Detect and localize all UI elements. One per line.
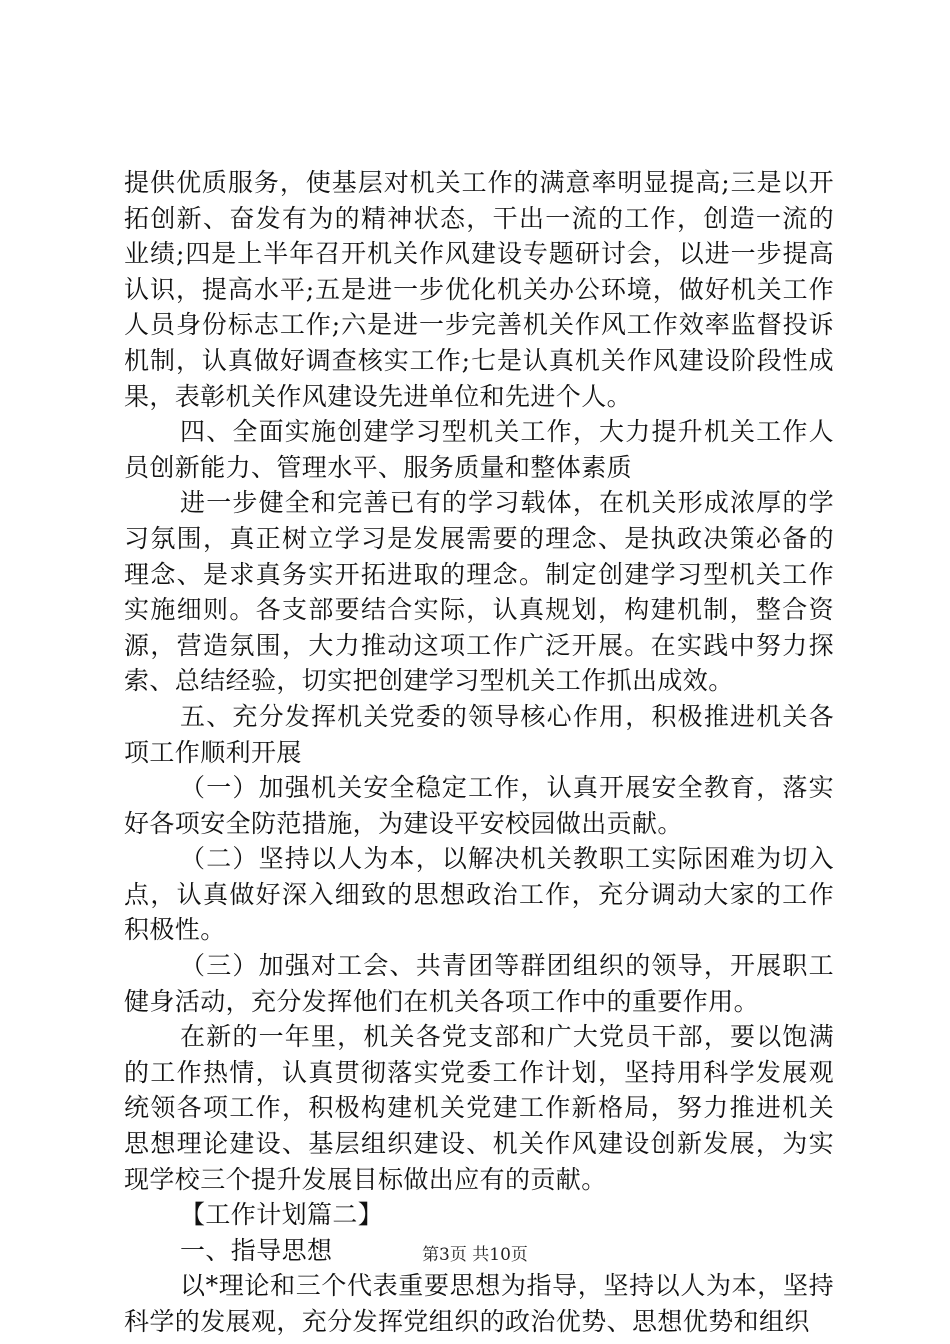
section-heading-five: 五、充分发挥机关党委的领导核心作用，积极推进机关各项工作顺利开展 [124, 701, 834, 767]
section-title-plan-two: 【工作计划篇二】 [180, 1200, 384, 1230]
paragraph-continuation: 提供优质服务，使基层对机关工作的满意率明显提高;三是以开拓创新、奋发有为的精神状态，干出一流的工作，创造一流的业绩;四是上半年召开机关作风建设专题研讨会，以进一步提高认识，提高水平;五是进一步优化机关办公环境，做好机关工作人员身份标志工作;六是进一步完善机关作风工作效率监督投诉机制，认真做好调查核实工作;七是认真机关作风建设阶段性成果，表彰机关作风建设先进单位和先进个人。 [124, 168, 834, 411]
paragraph-item-three: （三）加强对工会、共青团等群团组织的领导，开展职工健身活动，充分发挥他们在机关各项工作中的重要作用。 [124, 951, 834, 1016]
paragraph-learning: 进一步健全和完善已有的学习载体，在机关形成浓厚的学习氛围，真正树立学习是发展需要的理念、是执政决策必备的理念、是求真务实开拓进取的理念。制定创建学习型机关工作实施细则。各支部要结合实际，认真规划，构建机制，整合资源，营造氛围，大力推动这项工作广泛开展。在实践中努力探索、总结经验，切实把创建学习型机关工作抓出成效。 [124, 488, 834, 696]
section-heading-four: 四、全面实施创建学习型机关工作，大力提升机关工作人员创新能力、管理水平、服务质量和整体素质 [124, 417, 834, 482]
document-body [124, 165, 834, 1340]
paragraph-item-two: （二）坚持以人为本，以解决机关教职工实际困难为切入点，认真做好深入细致的思想政治工作，充分调动大家的工作积极性。 [124, 844, 834, 945]
paragraph-item-one: （一）加强机关安全稳定工作，认真开展安全教育，落实好各项安全防范措施，为建设平安校园做出贡献。 [124, 773, 834, 838]
paragraph-guiding-thought: 以*理论和三个代表重要思想为指导，坚持以人为本，坚持科学的发展观，充分发挥党组织的政治优势、思想优势和组织 [124, 1271, 834, 1336]
page-footer: 第3页 共10页 [422, 1245, 528, 1265]
paragraph-conclusion: 在新的一年里，机关各党支部和广大党员干部，要以饱满的工作热情，认真贯彻落实党委工作计划，坚持用科学发展观统领各项工作，积极构建机关党建工作新格局，努力推进机关思想理论建设、基层组织建设、机关作风建设创新发展，为实现学校三个提升发展目标做出应有的贡献。 [124, 1022, 834, 1194]
section-heading-guiding-thought: 一、指导思想 [180, 1235, 333, 1265]
